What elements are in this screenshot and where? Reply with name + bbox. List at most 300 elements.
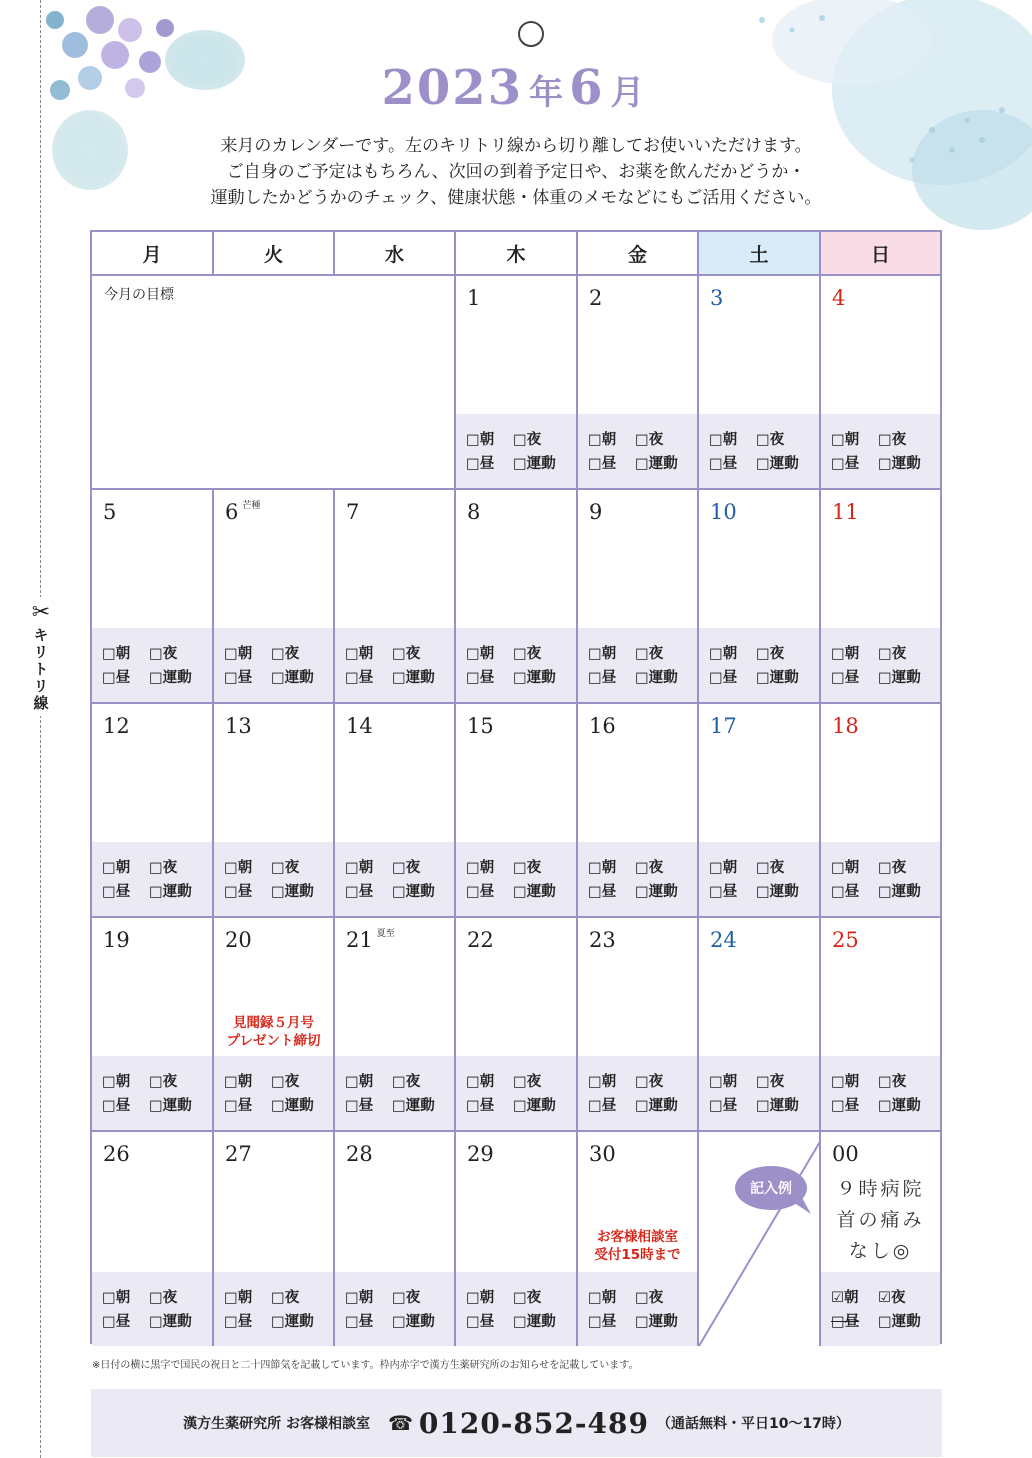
day-number: [589, 1142, 616, 1166]
check-area: [335, 842, 454, 916]
check-night[interactable]: □夜: [513, 1074, 542, 1090]
check-noon[interactable]: □昼: [466, 1098, 495, 1114]
example-note-line: 首の痛み: [836, 1209, 925, 1231]
example-check-night[interactable]: ☑夜: [878, 1290, 906, 1306]
example-pointer-line: [699, 1132, 821, 1346]
check-exercise[interactable]: □運動: [635, 1314, 678, 1330]
day-number: [346, 714, 373, 738]
check-night[interactable]: □夜: [513, 1290, 542, 1306]
check-row-1: [831, 1070, 906, 1091]
check-area: [214, 842, 333, 916]
contact-footer: [91, 1389, 942, 1457]
check-morning[interactable]: □朝: [345, 1290, 374, 1306]
day-cell[interactable]: [456, 276, 578, 490]
day-number: [103, 928, 130, 952]
contact-org: 漢方生薬研究所 お客様相談室: [183, 1416, 370, 1432]
day-cell[interactable]: [335, 704, 456, 918]
check-exercise[interactable]: □運動: [756, 456, 799, 472]
check-morning[interactable]: □朝: [709, 432, 738, 448]
check-noon[interactable]: □昼: [102, 1314, 131, 1330]
check-row-1: [224, 1286, 299, 1307]
check-row-1: [588, 428, 663, 449]
day-number: [832, 714, 859, 738]
check-morning[interactable]: □朝: [466, 432, 495, 448]
day-number: [589, 500, 602, 524]
check-exercise[interactable]: □運動: [756, 884, 799, 900]
goal-label: 今月の目標: [104, 287, 174, 303]
check-morning[interactable]: □朝: [102, 860, 131, 876]
example-badge: 記入例: [735, 1166, 807, 1210]
check-noon[interactable]: □昼: [709, 884, 738, 900]
check-noon[interactable]: □昼: [466, 670, 495, 686]
notice-text: [578, 1228, 697, 1264]
weekday-header: 水: [335, 232, 456, 276]
check-exercise[interactable]: □運動: [149, 1314, 192, 1330]
day-cell[interactable]: [578, 704, 699, 918]
weekday-header: 木: [456, 232, 578, 276]
example-note-line: ９時病院: [836, 1178, 925, 1200]
check-row-2: [709, 666, 799, 687]
check-morning[interactable]: □朝: [224, 1074, 253, 1090]
day-cell[interactable]: [92, 704, 214, 918]
check-area: [578, 414, 697, 488]
check-row-1: [709, 642, 784, 663]
weekday-header: 月: [92, 232, 214, 276]
check-exercise[interactable]: □運動: [271, 884, 314, 900]
check-area: [335, 1056, 454, 1130]
check-morning[interactable]: □朝: [224, 646, 253, 662]
check-row-1: [831, 642, 906, 663]
check-exercise[interactable]: □運動: [878, 884, 921, 900]
check-exercise[interactable]: □運動: [513, 456, 556, 472]
check-noon[interactable]: □昼: [102, 670, 131, 686]
check-night[interactable]: □夜: [271, 646, 300, 662]
check-exercise[interactable]: □運動: [635, 884, 678, 900]
day-cell[interactable]: [335, 1132, 456, 1346]
check-noon[interactable]: □昼: [588, 1098, 617, 1114]
check-exercise[interactable]: □運動: [513, 670, 556, 686]
check-row-1: [345, 1070, 420, 1091]
check-row-2: [588, 880, 678, 901]
check-night[interactable]: □夜: [271, 860, 300, 876]
day-number-text: 3: [710, 286, 724, 310]
day-cell[interactable]: [456, 1132, 578, 1346]
cut-line[interactable]: [40, 0, 41, 1458]
check-morning[interactable]: □朝: [831, 646, 860, 662]
check-night[interactable]: □夜: [392, 646, 421, 662]
check-row-2: [466, 1310, 556, 1331]
check-row-2: [831, 880, 921, 901]
check-row-1: [224, 1070, 299, 1091]
day-cell[interactable]: [456, 704, 578, 918]
day-cell[interactable]: [214, 918, 335, 1132]
solar-term-note: 夏至: [376, 929, 395, 939]
check-noon[interactable]: □昼: [588, 1314, 617, 1330]
day-number: [832, 286, 845, 310]
check-night[interactable]: □夜: [756, 432, 785, 448]
check-noon[interactable]: □昼: [831, 456, 860, 472]
example-label-cell: [699, 1132, 821, 1346]
check-night[interactable]: □夜: [149, 860, 178, 876]
check-noon[interactable]: □昼: [831, 670, 860, 686]
day-cell[interactable]: [699, 918, 821, 1132]
weekday-header: 土: [699, 232, 821, 276]
day-number-text: 13: [225, 714, 252, 738]
check-row-2: [466, 666, 556, 687]
check-exercise[interactable]: □運動: [635, 456, 678, 472]
check-row-2: [224, 666, 314, 687]
check-noon[interactable]: □昼: [224, 884, 253, 900]
check-row-2: [224, 880, 314, 901]
check-night[interactable]: □夜: [878, 1074, 907, 1090]
check-noon[interactable]: □昼: [224, 1098, 253, 1114]
check-row-2: [345, 1094, 435, 1115]
day-number-text: 6: [225, 500, 239, 524]
check-area: [214, 628, 333, 702]
check-row-1: [588, 1286, 663, 1307]
day-number: [832, 500, 859, 524]
check-row-1: [588, 642, 663, 663]
day-cell[interactable]: [214, 704, 335, 918]
check-exercise[interactable]: □運動: [635, 670, 678, 686]
day-number-text: 16: [589, 714, 616, 738]
notice-line: 見聞録５月号: [233, 1015, 314, 1031]
check-night[interactable]: □夜: [878, 432, 907, 448]
check-area: [578, 842, 697, 916]
day-number-text: 21: [346, 928, 373, 952]
day-cell[interactable]: [578, 918, 699, 1132]
check-exercise[interactable]: □運動: [878, 456, 921, 472]
notice-text: [214, 1014, 333, 1050]
check-exercise[interactable]: □運動: [756, 670, 799, 686]
check-row-1: [102, 642, 177, 663]
check-row-1: [466, 428, 541, 449]
phone-icon: ☎: [387, 1411, 413, 1435]
example-check-exercise[interactable]: □運動: [878, 1314, 921, 1330]
check-night[interactable]: □夜: [513, 646, 542, 662]
check-area: [92, 1056, 212, 1130]
check-area: [699, 414, 819, 488]
day-number: [225, 714, 252, 738]
check-night[interactable]: □夜: [756, 1074, 785, 1090]
check-exercise[interactable]: □運動: [513, 1098, 556, 1114]
check-row-1: [345, 1286, 420, 1307]
day-number: [103, 500, 116, 524]
check-night[interactable]: □夜: [149, 1074, 178, 1090]
check-row-2: [345, 666, 435, 687]
check-area: [578, 1056, 697, 1130]
check-row-2: [102, 1310, 192, 1331]
check-night[interactable]: □夜: [635, 860, 664, 876]
check-row-1: [831, 1286, 906, 1307]
day-cell[interactable]: [335, 918, 456, 1132]
check-morning[interactable]: □朝: [466, 646, 495, 662]
monthly-goal-box[interactable]: [92, 276, 456, 490]
day-number-text: 20: [225, 928, 252, 952]
check-exercise[interactable]: □運動: [635, 1098, 678, 1114]
day-cell[interactable]: [456, 490, 578, 704]
check-row-2: [224, 1094, 314, 1115]
check-night[interactable]: □夜: [392, 1074, 421, 1090]
day-number-text: 14: [346, 714, 373, 738]
check-area: [92, 842, 212, 916]
day-cell[interactable]: [578, 1132, 699, 1346]
check-exercise[interactable]: □運動: [878, 670, 921, 686]
check-noon[interactable]: □昼: [588, 884, 617, 900]
check-night[interactable]: □夜: [149, 646, 178, 662]
check-noon[interactable]: □昼: [466, 884, 495, 900]
day-number-text: 24: [710, 928, 737, 952]
scissors-icon: ✂: [31, 600, 51, 625]
check-night[interactable]: □夜: [392, 1290, 421, 1306]
check-exercise[interactable]: □運動: [392, 884, 435, 900]
check-area: [821, 842, 940, 916]
day-cell[interactable]: [699, 276, 821, 490]
day-number-text: 23: [589, 928, 616, 952]
check-noon[interactable]: □昼: [345, 884, 374, 900]
check-row-1: [831, 428, 906, 449]
check-morning[interactable]: □朝: [709, 646, 738, 662]
day-number-text: 11: [832, 500, 859, 524]
check-area: [578, 628, 697, 702]
check-row-2: [466, 452, 556, 473]
check-morning[interactable]: □朝: [224, 860, 253, 876]
day-number: [832, 928, 859, 952]
day-number-text: 28: [346, 1142, 373, 1166]
check-noon[interactable]: □昼: [588, 456, 617, 472]
check-night[interactable]: □夜: [392, 860, 421, 876]
check-row-2: [102, 666, 192, 687]
example-cell[interactable]: [821, 1132, 940, 1346]
day-cell[interactable]: [92, 1132, 214, 1346]
notice-line: お客様相談室: [597, 1229, 678, 1245]
check-night[interactable]: □夜: [635, 1074, 664, 1090]
check-exercise[interactable]: □運動: [271, 1098, 314, 1114]
day-number-text: 19: [103, 928, 130, 952]
day-number: [467, 714, 494, 738]
day-cell[interactable]: [214, 1132, 335, 1346]
check-night[interactable]: □夜: [271, 1290, 300, 1306]
check-exercise[interactable]: □運動: [878, 1098, 921, 1114]
day-cell[interactable]: [699, 490, 821, 704]
check-morning[interactable]: □朝: [102, 646, 131, 662]
check-night[interactable]: □夜: [513, 432, 542, 448]
check-row-1: [466, 1286, 541, 1307]
check-night[interactable]: □夜: [878, 860, 907, 876]
day-number-text: 25: [832, 928, 859, 952]
day-cell[interactable]: [821, 704, 940, 918]
notice-line: 受付15時まで: [594, 1247, 681, 1263]
check-area: [699, 842, 819, 916]
check-exercise[interactable]: □運動: [392, 1314, 435, 1330]
check-morning[interactable]: □朝: [588, 1074, 617, 1090]
check-area: [578, 1272, 697, 1346]
check-row-1: [709, 856, 784, 877]
check-noon[interactable]: □昼: [102, 884, 131, 900]
day-cell[interactable]: [821, 490, 940, 704]
check-noon[interactable]: □昼: [345, 1314, 374, 1330]
check-noon[interactable]: □昼: [466, 1314, 495, 1330]
day-number-text: 10: [710, 500, 737, 524]
check-morning[interactable]: □朝: [709, 1074, 738, 1090]
day-cell[interactable]: [92, 490, 214, 704]
check-morning[interactable]: □朝: [224, 1290, 253, 1306]
check-row-2: [831, 452, 921, 473]
check-morning[interactable]: □朝: [588, 646, 617, 662]
cut-mark: [28, 597, 54, 716]
day-number: [589, 286, 602, 310]
page-title: 2023 年 6 月: [381, 60, 645, 116]
day-number-text: 30: [589, 1142, 616, 1166]
check-row-1: [345, 856, 420, 877]
check-row-2: [709, 880, 799, 901]
example-check-morning[interactable]: ☑朝: [831, 1290, 859, 1306]
check-night[interactable]: □夜: [635, 646, 664, 662]
check-area: [699, 628, 819, 702]
check-noon[interactable]: □昼: [224, 670, 253, 686]
check-noon[interactable]: □昼: [345, 1098, 374, 1114]
day-number-text: 4: [832, 286, 846, 310]
check-noon[interactable]: □昼: [102, 1098, 131, 1114]
day-number: [346, 928, 395, 952]
check-row-1: [466, 1070, 541, 1091]
day-cell[interactable]: [335, 490, 456, 704]
check-night[interactable]: □夜: [635, 1290, 664, 1306]
check-row-1: [709, 428, 784, 449]
check-noon[interactable]: □昼: [588, 670, 617, 686]
day-number-text: 22: [467, 928, 494, 952]
check-night[interactable]: □夜: [756, 860, 785, 876]
check-row-1: [102, 1070, 177, 1091]
day-cell[interactable]: [578, 490, 699, 704]
day-number-text: 29: [467, 1142, 494, 1166]
check-morning[interactable]: □朝: [831, 860, 860, 876]
check-night[interactable]: □夜: [513, 860, 542, 876]
day-number: [589, 928, 616, 952]
check-area: [335, 628, 454, 702]
check-exercise[interactable]: □運動: [149, 1098, 192, 1114]
check-morning[interactable]: □朝: [588, 1290, 617, 1306]
check-area: [821, 414, 940, 488]
check-noon[interactable]: □昼: [831, 1098, 860, 1114]
check-row-1: [709, 1070, 784, 1091]
check-row-2: [709, 1094, 799, 1115]
check-morning[interactable]: □朝: [466, 1074, 495, 1090]
check-morning[interactable]: □朝: [588, 860, 617, 876]
check-morning[interactable]: □朝: [345, 860, 374, 876]
day-number: [710, 928, 737, 952]
intro-text: 来月のカレンダーです。左のキリトリ線から切り離してお使いいただけます。 ご自身のご予定はもちろん、次回の到着予定日や、お薬を飲んだかどうか・ 運動したかどうかのチェック、健康状態・体重のメモなどにもご活用ください。: [210, 136, 822, 208]
check-noon[interactable]: □昼: [224, 1314, 253, 1330]
day-cell[interactable]: [214, 490, 335, 704]
day-cell[interactable]: [578, 276, 699, 490]
check-morning[interactable]: □朝: [102, 1074, 131, 1090]
check-morning[interactable]: □朝: [831, 432, 860, 448]
day-cell[interactable]: [456, 918, 578, 1132]
day-number-text: 7: [346, 500, 360, 524]
check-morning[interactable]: □朝: [466, 860, 495, 876]
check-night[interactable]: □夜: [271, 1074, 300, 1090]
day-cell[interactable]: [92, 918, 214, 1132]
check-exercise[interactable]: □運動: [271, 1314, 314, 1330]
day-cell[interactable]: [821, 276, 940, 490]
check-morning[interactable]: □朝: [588, 432, 617, 448]
weekday-header: 火: [214, 232, 335, 276]
check-exercise[interactable]: □運動: [149, 884, 192, 900]
check-morning[interactable]: □朝: [102, 1290, 131, 1306]
check-row-2: [831, 1310, 921, 1331]
day-number-text: 8: [467, 500, 481, 524]
check-exercise[interactable]: □運動: [756, 1098, 799, 1114]
day-number: [467, 1142, 494, 1166]
check-row-1: [831, 856, 906, 877]
check-morning[interactable]: □朝: [466, 1290, 495, 1306]
check-row-2: [588, 1310, 678, 1331]
check-night[interactable]: □夜: [149, 1290, 178, 1306]
day-number: [225, 1142, 252, 1166]
check-exercise[interactable]: □運動: [392, 1098, 435, 1114]
phone-number[interactable]: 0120-852-489: [418, 1406, 649, 1440]
example-check-noon[interactable]: □昼: [831, 1314, 860, 1330]
check-noon[interactable]: □昼: [831, 884, 860, 900]
check-night[interactable]: □夜: [756, 646, 785, 662]
day-number-text: 27: [225, 1142, 252, 1166]
day-cell[interactable]: [699, 704, 821, 918]
check-morning[interactable]: □朝: [345, 646, 374, 662]
check-noon[interactable]: □昼: [709, 1098, 738, 1114]
check-row-1: [588, 856, 663, 877]
check-row-2: [588, 452, 678, 473]
day-number: [103, 714, 130, 738]
check-noon[interactable]: □昼: [345, 670, 374, 686]
check-noon[interactable]: □昼: [709, 670, 738, 686]
check-row-1: [224, 856, 299, 877]
check-exercise[interactable]: □運動: [271, 670, 314, 686]
calendar-grid: [90, 230, 942, 1344]
day-number: [710, 286, 723, 310]
check-night[interactable]: □夜: [878, 646, 907, 662]
check-noon[interactable]: □昼: [466, 456, 495, 472]
day-number-text: 17: [710, 714, 737, 738]
day-number-text: 2: [589, 286, 603, 310]
check-morning[interactable]: □朝: [831, 1074, 860, 1090]
cut-label: キリトリ線: [31, 627, 50, 712]
check-row-2: [102, 880, 192, 901]
check-night[interactable]: □夜: [635, 432, 664, 448]
check-row-2: [831, 1094, 921, 1115]
check-exercise[interactable]: □運動: [149, 670, 192, 686]
day-number-text: 15: [467, 714, 494, 738]
check-area: [821, 1272, 940, 1346]
check-morning[interactable]: □朝: [709, 860, 738, 876]
check-exercise[interactable]: □運動: [513, 1314, 556, 1330]
solar-term-note: 芒種: [242, 501, 261, 511]
check-exercise[interactable]: □運動: [392, 670, 435, 686]
check-row-2: [588, 666, 678, 687]
check-area: [456, 414, 576, 488]
check-row-2: [466, 1094, 556, 1115]
check-row-2: [831, 666, 921, 687]
day-cell[interactable]: [821, 918, 940, 1132]
check-morning[interactable]: □朝: [345, 1074, 374, 1090]
check-row-2: [466, 880, 556, 901]
check-noon[interactable]: □昼: [709, 456, 738, 472]
check-exercise[interactable]: □運動: [513, 884, 556, 900]
check-area: [92, 628, 212, 702]
check-area: [456, 842, 576, 916]
check-row-2: [102, 1094, 192, 1115]
day-number: [710, 500, 737, 524]
